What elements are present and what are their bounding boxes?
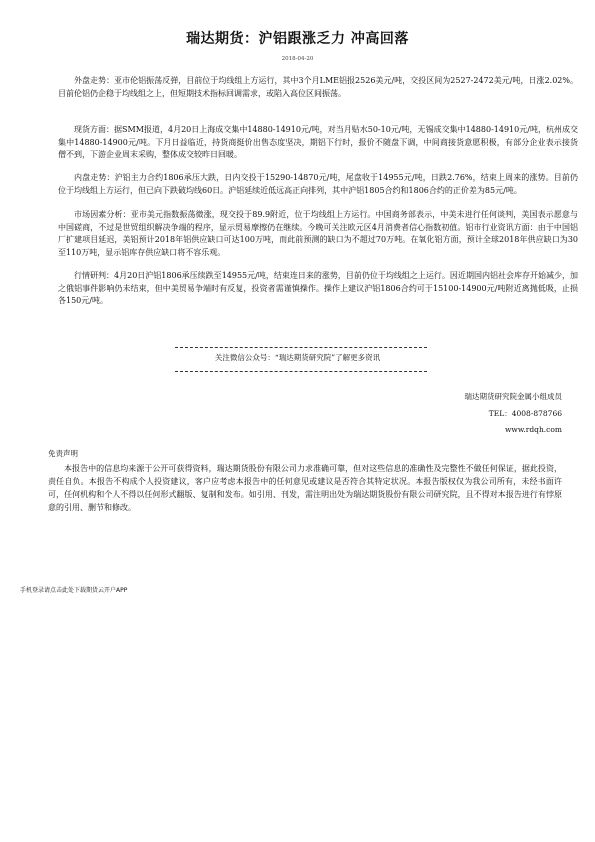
- report-title: 瑞达期货：沪铝跟涨乏力 冲高回落: [186, 31, 409, 47]
- overseas-market-paragraph: 外盘走势：亚市伦铝振荡反弹，目前位于均线组上方运行，其中3个月LME铝报2526美元/吨，交投区间为2527-2472美元/吨，日涨2.02%。目前伦铝仍企稳于均线组之上，但短期技术指标回调需求，或陷入高位区间振荡。: [58, 76, 578, 98]
- dashed-divider-bottom: [175, 371, 427, 372]
- wechat-notice: 关注微信公众号：“瑞达期货研究院”了解更多资讯: [214, 353, 381, 362]
- signature-website[interactable]: www.rdqh.com: [505, 425, 562, 434]
- signature-tel: TEL：4008-878766: [488, 409, 562, 418]
- outlook-paragraph: 行情研判：4月20日沪铝1806承压续跌至14955元/吨，结束连日来的涨势，目前仍位于均线组之上运行。因近期国内铝社会库存开始减少，加之俄铝事件影响仍未结束，但中美贸易争端时有反复，投资者需谨慎操作。操作上建议沪铝1806合约可于15100-14900元/吨附近离抛低吸，止损各150元/吨。: [58, 271, 578, 305]
- disclaimer-body: 本报告中的信息均来源于公开可获得资料，瑞达期货股份有限公司力求准确可靠，但对这些信息的准确性及完整性不做任何保证，据此投资，责任自负。本报告不构成个人投资建议，客户应考虑本报告中的任何意见或建议是否符合其特定状况。本报告版权仅为我公司所有，未经书面许可，任何机构和个人不得以任何形式翻版、复制和发布。如引用、刊发，需注明出处为瑞达期货股份有限公司研究院，且不得对本报告进行有悖原意的引用、删节和修改。: [48, 464, 562, 512]
- dashed-divider-top: [175, 347, 427, 348]
- market-factors-paragraph: 市场因素分析：亚市美元指数振荡微涨，现交投于89.9附近，位于均线组上方运行。中国商务部表示，中美未进行任何谈判，美国表示愿意与中国磋商，不过是世贸组织解决争端的程序，显示贸易摩擦仍在继续。今晚可关注欧元区4月消费者信心指数初值。铝市行业资讯方面：由于中国铝厂扩建项目延迟，美铝预计2018年铝供应缺口可达100万吨，而此前预测的缺口为不超过70万吨。在氧化铝方面，预计全球2018年供应缺口为30至110万吨，显示铝库存供应缺口将不容乐观。: [58, 210, 578, 257]
- domestic-market-paragraph: 内盘走势：沪铝主力合约1806承压大跌，日内交投于15290-14870元/吨，尾盘收于14955元/吨，日跌2.76%，结束上周来的涨势。目前仍位于均线组上方运行，但已向下跌破均线60日。沪铝延续近低远高正向排列，其中沪铝1805合约和1806合约的正价差为85元/吨。: [58, 173, 578, 195]
- signature-team: 瑞达期货研究院金属小组成员: [464, 392, 562, 401]
- app-download-link[interactable]: 手机登录请点击此处下载期货云开户APP: [20, 587, 128, 594]
- spot-market-paragraph: 现货方面：据SMM报道，4月20日上海成交集中14880-14910元/吨，对当月贴水50-10元/吨，无锡成交集中14880-14910元/吨，杭州成交集中14880-14900元/吨。下月日益临近，持货商挺价出售态度坚决，期铝下行时，报价不随盘下调，中间商接货意愿积极，有部分企业表示接货僧不到，下游企业周末采购，整体成交较昨日回暖。: [58, 125, 578, 159]
- report-date: 2018-04-20: [281, 56, 314, 62]
- disclaimer-title: 免责声明: [48, 449, 78, 458]
